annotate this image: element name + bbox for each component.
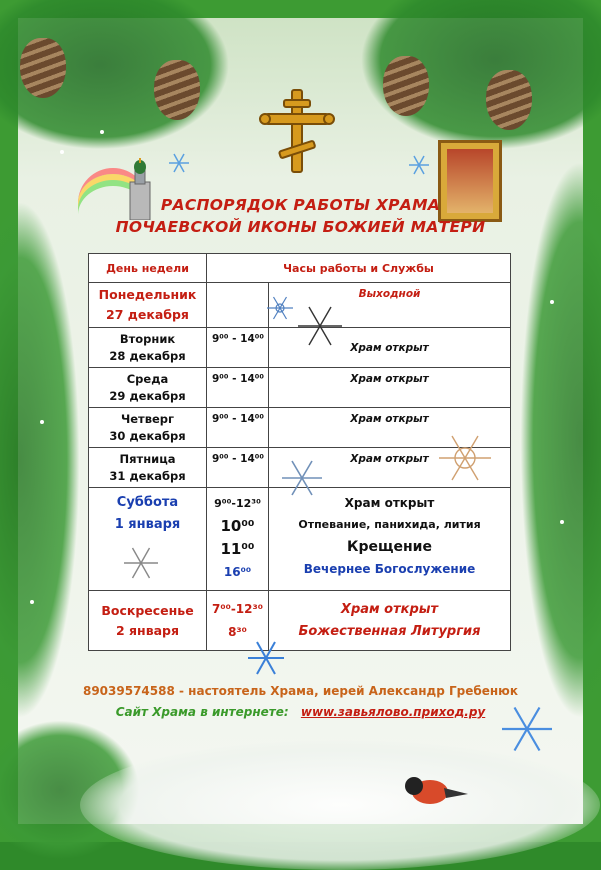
snowflake-icon: [122, 544, 160, 582]
day-date: 27 декабря: [106, 307, 189, 322]
time-cell: 9⁰⁰ - 14⁰⁰: [207, 368, 269, 408]
phone-number: 89039574588: [82, 684, 175, 698]
time-value: 9⁰⁰-12³⁰: [214, 497, 261, 510]
day-name: Пятница: [119, 451, 176, 466]
desc-value: Крещение: [347, 539, 432, 555]
day-cell: [89, 368, 207, 408]
table-row-sunday: [89, 591, 511, 651]
day-date: 29 декабря: [109, 388, 186, 403]
day-date: 1 января: [114, 517, 181, 532]
day-name: Вторник: [119, 331, 176, 346]
time-value: 7⁰⁰-12³⁰: [211, 601, 264, 616]
pinecone-icon: [20, 38, 66, 98]
time-value: 10⁰⁰: [220, 517, 255, 535]
day-cell: [89, 408, 207, 448]
orthodox-cross-icon: [259, 88, 335, 174]
desc-cell: Храм открыт: [269, 408, 511, 448]
snowflake-icon: [437, 430, 493, 486]
day-cell: [89, 328, 207, 368]
day-name: Четверг: [120, 411, 175, 426]
pinecone-icon: [486, 70, 532, 130]
day-date: 30 декабря: [109, 428, 186, 443]
table-row: [89, 368, 511, 408]
contact-line: [0, 684, 601, 698]
day-date: 2 января: [115, 622, 180, 638]
header-day: День недели: [89, 254, 207, 283]
bullfinch-icon: [400, 770, 470, 810]
site-label: Сайт Храма в интернете:: [115, 705, 289, 719]
snowflake-icon: [296, 302, 344, 350]
desc-cell: Храм открыт: [269, 368, 511, 408]
table-header-row: [89, 254, 511, 283]
snowflake-icon: [266, 294, 294, 322]
desc-cell: Храм открыт: [269, 328, 511, 368]
title-line-2: ПОЧАЕВСКОЙ ИКОНЫ БОЖИЕЙ МАТЕРИ: [115, 218, 486, 236]
snowflake-icon: [280, 456, 324, 500]
pinecone-icon: [154, 60, 200, 120]
day-cell: [89, 283, 207, 328]
day-date: 31 декабря: [109, 468, 186, 483]
desc-cell: Выходной: [269, 283, 511, 328]
desc-value: Храм открыт: [340, 601, 439, 617]
day-name: Воскресенье: [101, 602, 194, 618]
time-value: 8³⁰: [228, 624, 247, 639]
snowflake-icon: [246, 638, 286, 678]
time-cell: [207, 283, 269, 328]
snowflake-icon: [168, 152, 190, 174]
day-name: Понедельник: [98, 287, 197, 302]
time-cell: 9⁰⁰ - 14⁰⁰: [207, 448, 269, 488]
time-cell: [207, 488, 269, 591]
desc-cell: [269, 488, 511, 591]
snow-bottom: [80, 740, 600, 870]
pinecone-icon: [383, 56, 429, 116]
day-cell: [89, 591, 207, 651]
desc-cell: [269, 591, 511, 651]
rector-text: - настоятель Храма, иерей Александр Гребенюк: [174, 684, 518, 698]
time-value: 11⁰⁰: [220, 540, 255, 558]
header-hours: Часы работы и Службы: [207, 254, 511, 283]
time-cell: 9⁰⁰ - 14⁰⁰: [207, 328, 269, 368]
snowflake-icon: [408, 154, 430, 176]
desc-value: Божественная Литургия: [298, 623, 481, 639]
day-name: Среда: [126, 371, 169, 386]
time-value: 16⁰⁰: [223, 565, 252, 579]
day-cell: [89, 448, 207, 488]
title-line-1: РАСПОРЯДОК РАБОТЫ ХРАМА: [160, 196, 441, 214]
desc-value: Храм открыт: [344, 496, 435, 510]
site-link[interactable]: www.завьялово.приход.ру: [300, 705, 486, 719]
desc-value: Отпевание, панихида, лития: [298, 518, 481, 531]
desc-value: Вечернее Богослужение: [303, 562, 476, 576]
day-date: 28 декабря: [109, 348, 186, 363]
time-cell: 9⁰⁰ - 14⁰⁰: [207, 408, 269, 448]
desc-cell: Храм открыт: [269, 448, 511, 488]
website-line: [0, 705, 601, 719]
day-name: Суббота: [116, 495, 179, 510]
